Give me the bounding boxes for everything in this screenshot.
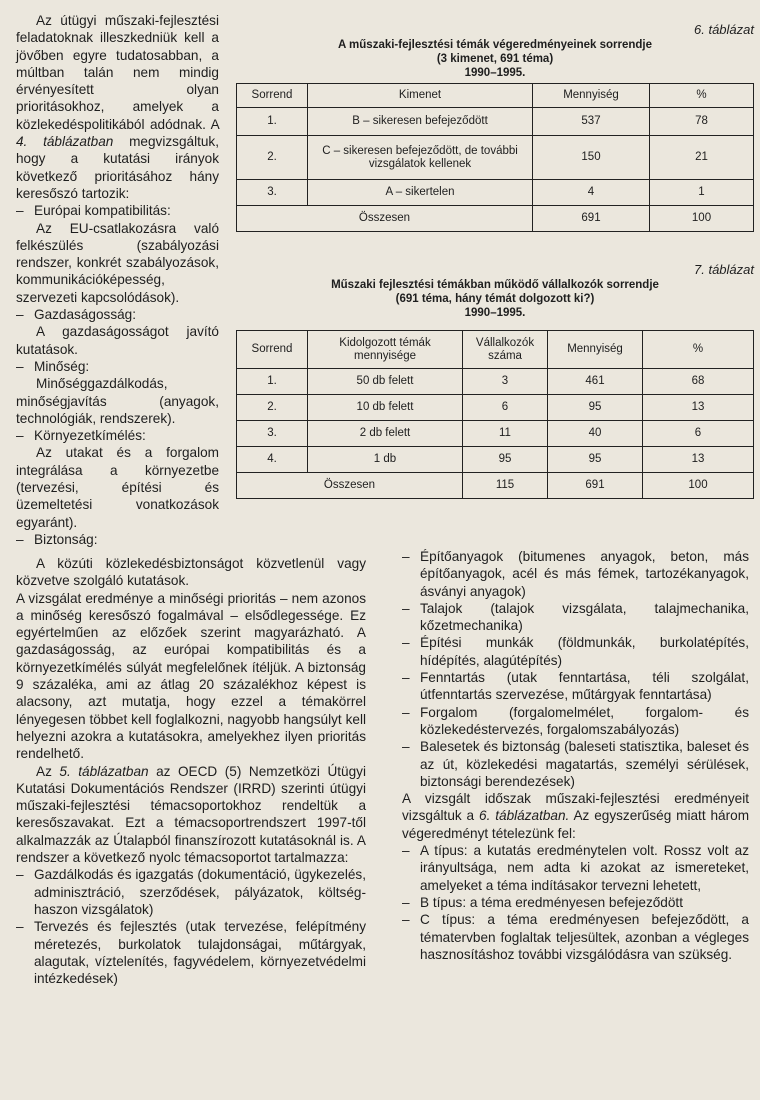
criterion-4-text: Az utakat és a forgalom integrálása a környezetbe (tervezési, építési és üzemeltetési vonatkozások egyaránt). (16, 445, 219, 530)
table-row: 3. 2 db felett 11 40 6 (237, 421, 754, 447)
left-column-top (16, 12, 219, 548)
outcome-type-c: – C típus: a téma eredményesen befejeződött, a tématervben foglaltak teljesültek, azonban a végleges hasznosításhoz további vizsgálódásra van szükség. (402, 912, 749, 962)
table-header: Sorrend (237, 84, 308, 108)
table-number: 7. táblázat (694, 262, 754, 277)
paragraph-oecd: Az 5. táblázatban az OECD (5) Nemzetközi Útügyi Kutatási Dokumentációs Rendszer (IRRD) szerinti útügyi műszaki-fejlesztési témacsoportokhoz rendeltük a keresőszavakat. Ezt a témacsoportrendszert 1997-től alkalmazzák az Útalapból finanszírozott kutatásoknál is. A rendszer a következő nyolc témacsoportot tartalmazza: (16, 763, 366, 866)
table-reference: 6. táblázatban. (479, 808, 570, 824)
criterion-5-title: – Biztonság: (16, 531, 98, 547)
topic-group-7: – Forgalom (forgalomelmélet, forgalom- és közlekedéstervezés, forgalomszabályozás) (402, 704, 749, 737)
table-row: 1. 50 db felett 3 461 68 (237, 369, 754, 395)
table-7 (236, 330, 754, 499)
table-total-row: Összesen 115 691 100 (237, 473, 754, 499)
table-row: 2. 10 db felett 6 95 13 (237, 395, 754, 421)
topic-group-8: – Balesetek és biztonság (baleseti statisztika, baleset és az út, közlekedési magatartás, személyi sérülések, biztonsági berendezések) (402, 739, 749, 789)
table-caption: A műszaki-fejlesztési témák végeredményeinek sorrendje (337, 39, 653, 51)
criterion-2-text: A gazdaságosságot javító kutatások. (16, 324, 219, 357)
table-header: Vállalkozók száma (463, 331, 548, 369)
table-header: Sorrend (237, 331, 308, 369)
criterion-2-title: – Gazdaságosság: (16, 307, 137, 323)
outcome-type-b: – B típus: a téma eredményesen befejeződött (402, 894, 683, 910)
criterion-3-title: – Minőség: (16, 358, 90, 374)
table-number: 6. táblázat (694, 22, 754, 37)
table-row: 2. C – sikeresen befejeződött, de további vizsgálatok kellenek 150 21 (237, 136, 754, 180)
table-header: Mennyiség (533, 84, 650, 108)
criterion-5-text: A közúti közlekedésbiztonságot közvetlenül vagy közvetve szolgáló kutatások. (16, 556, 366, 589)
table-caption-line: 1990–1995. (464, 67, 526, 79)
table-caption-line: (691 téma, hány témát dolgozott ki?) (395, 293, 595, 305)
table-header: % (650, 84, 754, 108)
paragraph-intro: Az útügyi műszaki-fejlesztési feladatoknak illeszkedniük kell a jövőben egyre tudatosabban, a múltban talán nem mindig érvényesített olyan prioritásokhoz, amelyek a közlekedéspolitikából adódnak. A 4. táblázatban megvizsgáltuk, hogy a kutatási irányok következő prioritásához hány keresőszó tartozik: (16, 13, 219, 201)
table-6 (236, 83, 754, 232)
topic-group-2: – Tervezés és fejlesztés (utak tervezése, felépítmény méretezés, burkolatok tulajdonságai, műtárgyak, alagutak, víztelenítés, fagyvédelem, környezetvédelmi intézkedések) (16, 919, 366, 987)
table-header: % (643, 331, 754, 369)
table-caption: Műszaki fejlesztési témákban működő vállalkozók sorrendje (331, 279, 659, 291)
topic-group-5: – Építési munkák (földmunkák, burkolatépítés, hídépítés, alagútépítés) (402, 635, 749, 668)
table-row: 3. A – sikertelen 4 1 (237, 180, 754, 206)
table-6-block (236, 22, 754, 232)
left-column-bottom (16, 555, 366, 987)
table-header: Kidolgozott témák mennyisége (308, 331, 463, 369)
right-column (402, 548, 749, 963)
topic-group-4: – Talajok (talajok vizsgálata, talajmechanika, kőzetmechanika) (402, 600, 749, 634)
table-total-row: Összesen 691 100 (237, 206, 754, 232)
table-header: Mennyiség (548, 331, 643, 369)
topic-group-1: – Gazdálkodás és igazgatás (dokumentáció, ügykezelés, adminisztráció, szerződések, pályázatok, költség-haszon vizsgálatok) (16, 867, 366, 917)
table-reference: 4. táblázatban (16, 134, 114, 150)
paragraph-outcomes: A vizsgált időszak műszaki-fejlesztési eredményeit vizsgáltuk a 6. táblázatban. Az egyszerűség miatt három végeredményt tételezünk fel: (402, 791, 750, 841)
table-row: 4. 1 db 95 95 13 (237, 447, 754, 473)
table-header: Kimenet (308, 84, 533, 108)
paragraph-result: A vizsgálat eredménye a minőségi prioritás – nem azonos a minőség keresőszó fogalmával – elsődlegessége. Ez egyértelműen az előzőek szerint magyarázható. A gazdaságosság, az európai kompatibilitás és a környezetkímélés súlyát megfelelőnek ítéljük. A biztonság 9 százaléka, ami az átlag 20 százalékhoz képest is alacsony, azt mutatja, hogy ezzel a témakörrel lényegesen többet kell foglalkozni, nagyobb hangsúlyt kell helyezni azokra a kutatásokra, amelyekhez ilyen prioritás rendelhető. (16, 590, 366, 762)
table-caption-line: 1990–1995. (464, 307, 526, 319)
criterion-1-text: Az EU-csatlakozásra való felkészülés (szabályozási rendszer, konkrét szabályozások, kommunikációképesség, szervezeti kapcsolódások). (16, 220, 219, 305)
criterion-4-title: – Környezetkímélés: (16, 428, 146, 444)
topic-group-6: – Fenntartás (utak fenntartása, téli szolgálat, útfenntartás szervezése, műtárgyak fenntartása) (402, 670, 749, 703)
outcome-type-a: – A típus: a kutatás eredménytelen volt. Rossz volt az irányultsága, nem adta ki azokat az ismereteket, amelyeket a téma indításakor tervezni lehetett, (402, 843, 749, 893)
table-7-block (236, 262, 754, 499)
table-reference: 5. táblázatban (59, 763, 149, 779)
table-row: 1. B – sikeresen befejeződött 537 78 (237, 108, 754, 136)
table-caption-line: (3 kimenet, 691 téma) (436, 53, 554, 65)
criterion-3-text: Minőséggazdálkodás, minőségjavítás (anyagok, technológiák, rendszerek). (16, 376, 219, 426)
topic-group-3: – Építőanyagok (bitumenes anyagok, beton, más építőanyagok, acél és más fémek, tartozékanyagok, ásványi anyagok) (402, 549, 749, 599)
criterion-1-title: – Európai kompatibilitás: (16, 203, 171, 219)
